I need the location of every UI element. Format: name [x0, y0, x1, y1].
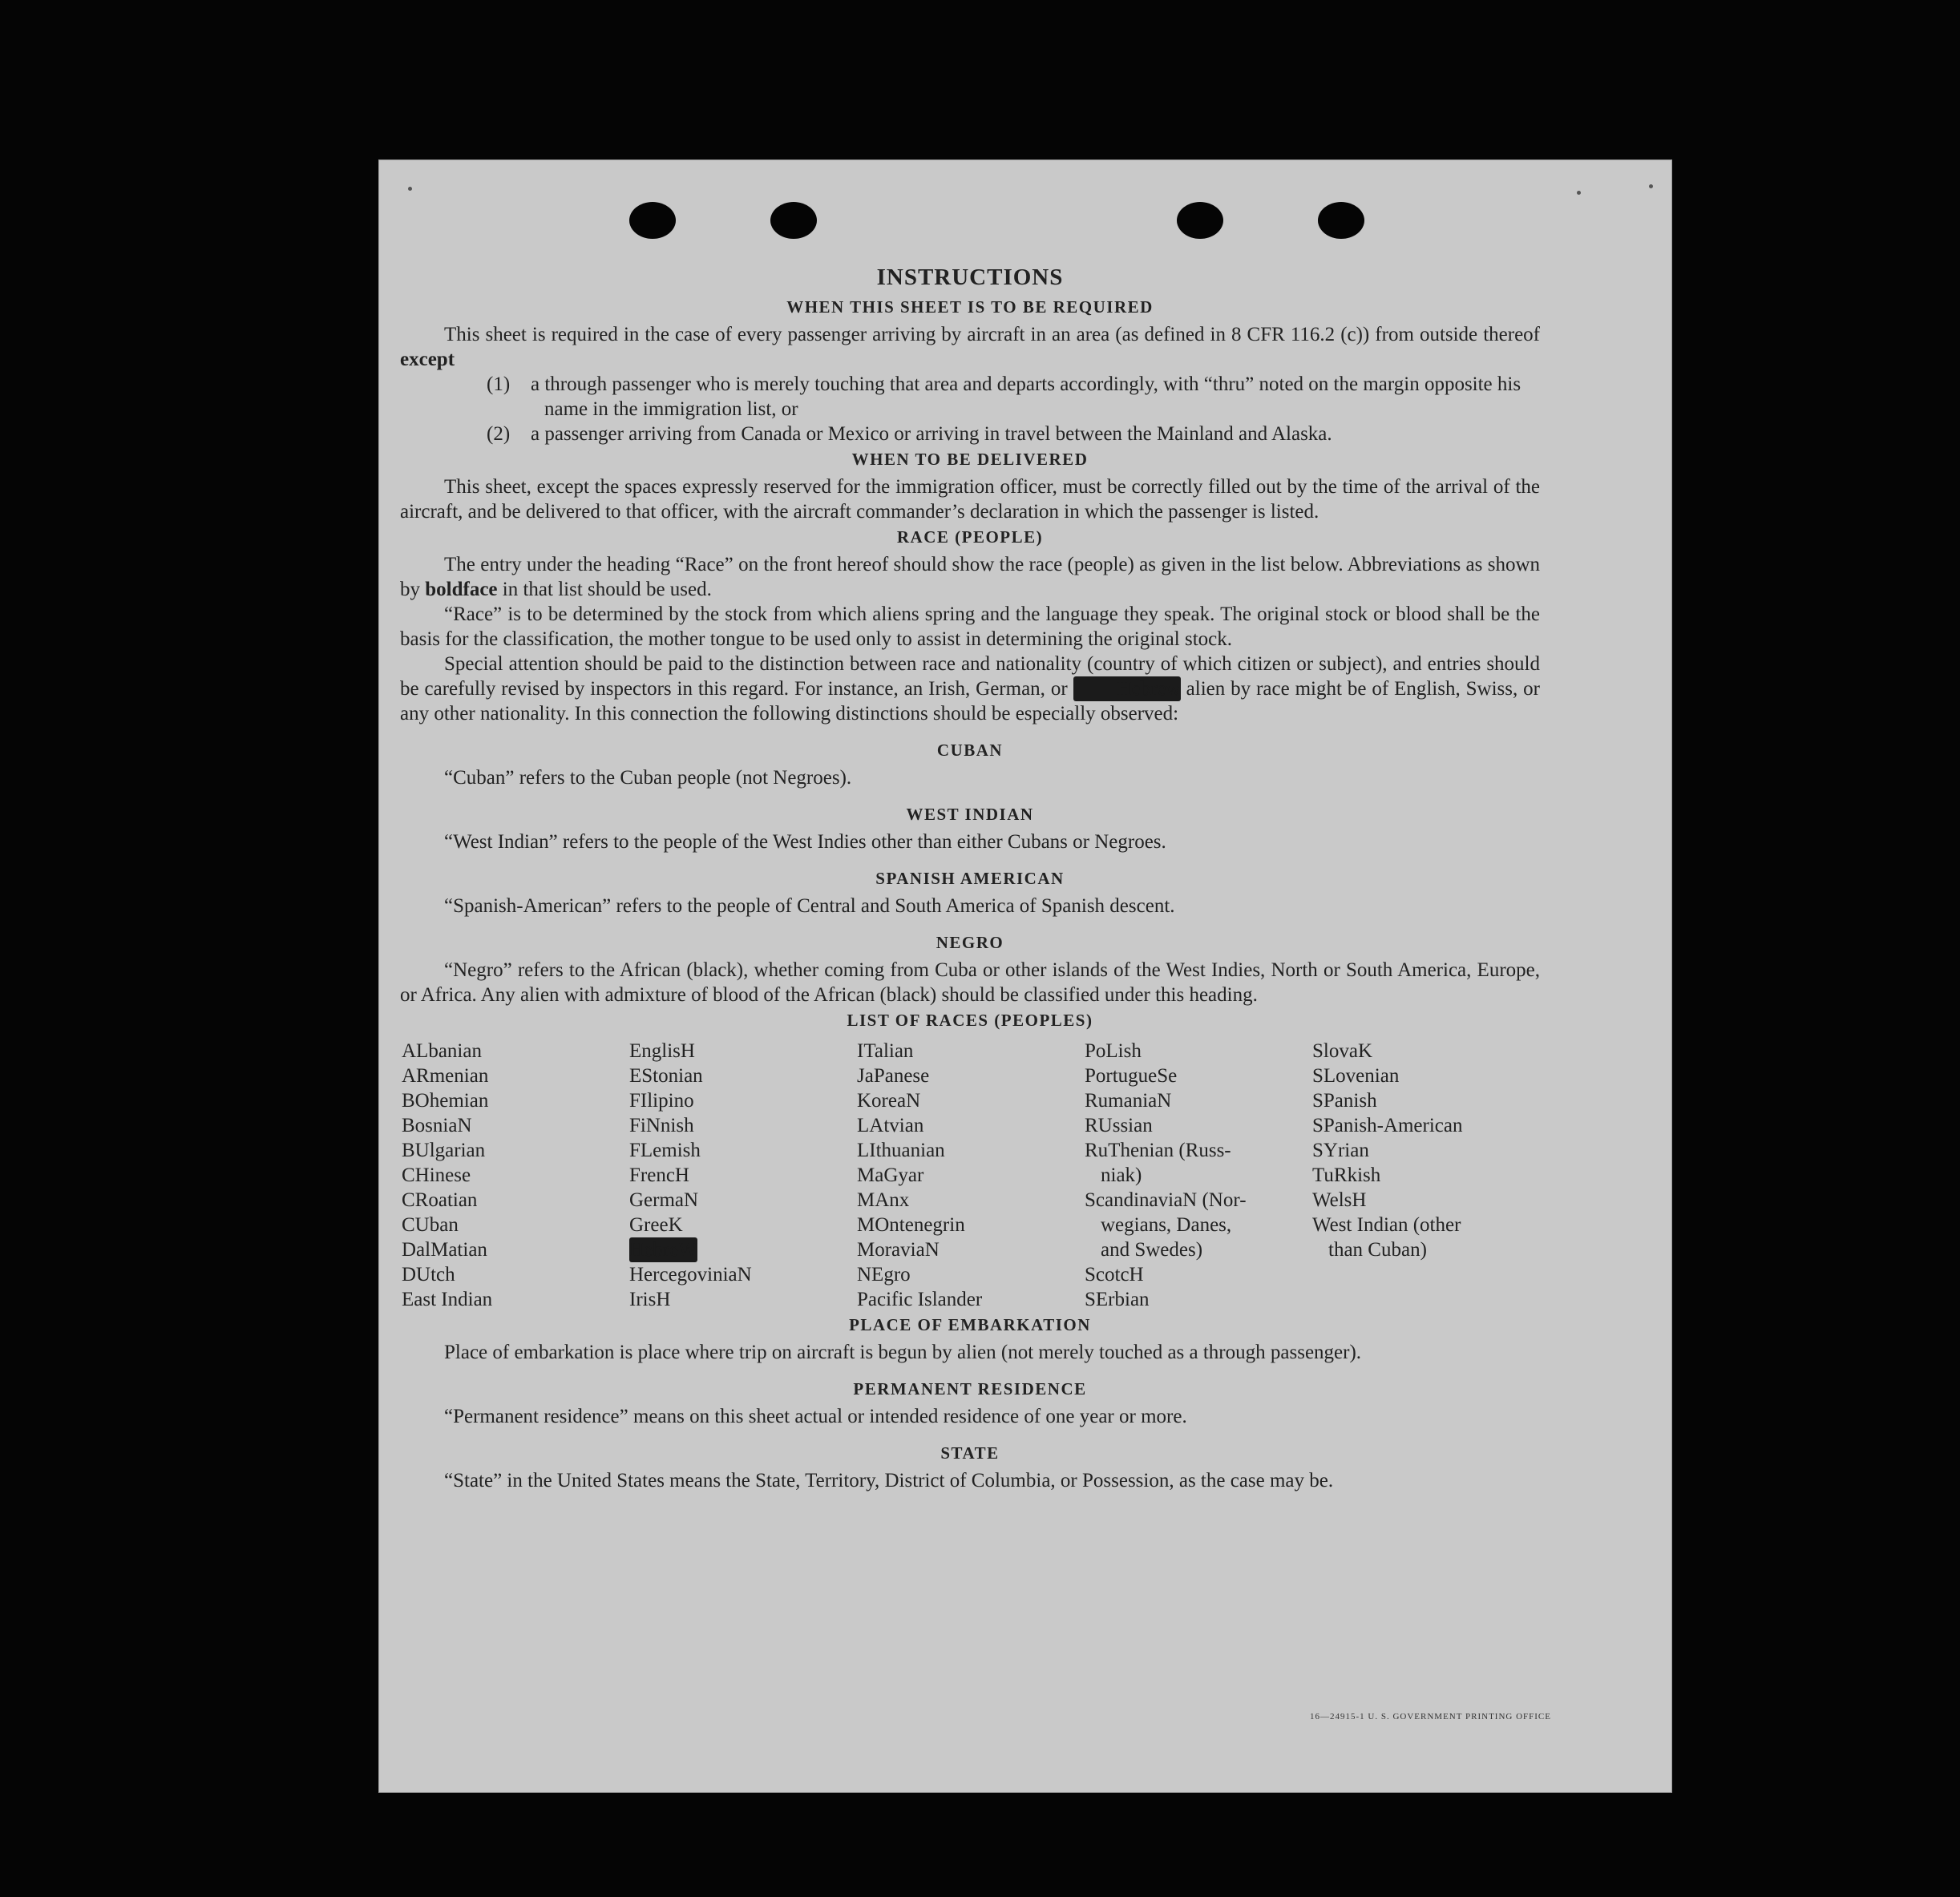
- race-entry: EnglisH: [629, 1040, 695, 1062]
- race-entry: SlovaK: [1312, 1040, 1372, 1062]
- race-paragraph: The entry under the heading “Race” on the front hereof should show the race (people) as given in the list below. Abbreviations as shown by boldface in that list should be used.: [400, 554, 1540, 600]
- punch-hole: [1177, 202, 1223, 239]
- race-entry: East Indian: [402, 1289, 493, 1310]
- heading-west-indian: WEST INDIAN: [906, 805, 1034, 824]
- document-page: [379, 160, 1671, 1792]
- race-entry: than Cuban): [1328, 1239, 1427, 1261]
- race-entry: PortugueSe: [1085, 1065, 1178, 1087]
- race-entry: JaPanese: [857, 1065, 930, 1087]
- races-column: [1312, 1039, 1540, 1312]
- heading-residence: PERMANENT RESIDENCE: [853, 1379, 1087, 1399]
- heading-races-list: LIST OF RACES (PEOPLES): [847, 1011, 1093, 1030]
- race-entry: GermaN: [629, 1189, 699, 1211]
- race-entry: and Swedes): [1101, 1239, 1203, 1261]
- race-entry: wegians, Danes,: [1101, 1214, 1232, 1236]
- races-column: [857, 1039, 1085, 1312]
- race-entry: HercegoviniaN: [629, 1264, 752, 1286]
- race-entry: [629, 1237, 857, 1262]
- race-entry: SPanish-American: [1312, 1115, 1463, 1136]
- race-entry: RUssian: [1085, 1115, 1153, 1136]
- cuban-text: “Cuban” refers to the Cuban people (not Negroes).: [444, 767, 852, 789]
- race-entry: BOhemian: [402, 1090, 489, 1112]
- races-column: [402, 1039, 629, 1312]
- spanish-american-text: “Spanish-American” refers to the people of Central and South America of Spanish descent.: [444, 895, 1175, 917]
- race-entry: FrencH: [629, 1164, 689, 1186]
- race-entry: SLovenian: [1312, 1065, 1400, 1087]
- race-entry: LAtvian: [857, 1115, 924, 1136]
- residence-text: “Permanent residence” means on this sheet actual or intended residence of one year or more.: [444, 1406, 1187, 1427]
- race-entry: SErbian: [1085, 1289, 1150, 1310]
- race-entry: GreeK: [629, 1214, 683, 1236]
- race-entry: FIlipino: [629, 1090, 694, 1112]
- race-entry: West Indian (other: [1312, 1214, 1461, 1236]
- instructions-text: [400, 264, 1540, 1493]
- punch-hole: [770, 202, 817, 239]
- race-entry: WelsH: [1312, 1189, 1367, 1211]
- race-entry: DalMatian: [402, 1239, 487, 1261]
- page-title: INSTRUCTIONS: [876, 264, 1064, 290]
- race-entry: niak): [1101, 1164, 1142, 1186]
- race-entry: MOntenegrin: [857, 1214, 965, 1236]
- race-entry: FiNnish: [629, 1115, 694, 1136]
- race-entry: ALbanian: [402, 1040, 482, 1062]
- printer-imprint: 16—24915-1 U. S. GOVERNMENT PRINTING OFFICE: [1309, 1712, 1551, 1721]
- race-paragraph: “Race” is to be determined by the stock from which aliens spring and the language they speak. The original stock or blood shall be the basis for the classification, the mother tongue to be used only to assist in determining the original stock.: [400, 603, 1540, 650]
- heading-state: STATE: [940, 1443, 1000, 1463]
- when-required-intro: This sheet is required in the case of every passenger arriving by aircraft in an area (as defined in 8 CFR 116.2 (c)) from outside thereof except: [400, 324, 1540, 370]
- race-entry: ScandinaviaN (Nor-: [1085, 1189, 1247, 1211]
- heading-spanish-american: SPANISH AMERICAN: [875, 869, 1065, 888]
- race-entry: IrisH: [629, 1289, 671, 1310]
- race-entry: EStonian: [629, 1065, 703, 1087]
- when-delivered-text: This sheet, except the spaces expressly reserved for the immigration officer, must be correctly filled out by the time of the arrival of the aircraft, and be delivered to that officer, with the aircraft commander’s declaration in which the passenger is listed.: [400, 476, 1540, 523]
- heading-cuban: CUBAN: [936, 741, 1004, 760]
- race-entry: NEgro: [857, 1264, 911, 1286]
- race-entry: RuThenian (Russ-: [1085, 1140, 1231, 1161]
- race-entry: TuRkish: [1312, 1164, 1381, 1186]
- race-entry: SYrian: [1312, 1140, 1369, 1161]
- race-entry: ARmenian: [402, 1065, 489, 1087]
- paper-speck: [1649, 184, 1653, 188]
- embarkation-text: Place of embarkation is place where trip on aircraft is begun by alien (not merely touched as a through passenger).: [444, 1342, 1362, 1363]
- punch-hole: [1318, 202, 1364, 239]
- races-column: [1085, 1039, 1312, 1312]
- race-entry: KoreaN: [857, 1090, 921, 1112]
- heading-race: RACE (PEOPLE): [896, 527, 1044, 547]
- race-entry: MoraviaN: [857, 1239, 940, 1261]
- exception-item: (2) a passenger arriving from Canada or Mexico or arriving in travel between the Mainland and Alaska.: [487, 423, 1332, 445]
- negro-text: “Negro” refers to the African (black), whether coming from Cuba or other islands of the West Indies, North or South America, Europe, or Africa. Any alien with admixture of blood of the African (black) should be classified under this heading.: [400, 959, 1540, 1006]
- race-entry: LIthuanian: [857, 1140, 945, 1161]
- state-text: “State” in the United States means the State, Territory, District of Columbia, or Possession, as the case may be.: [444, 1470, 1334, 1491]
- race-entry: SPanish: [1312, 1090, 1377, 1112]
- redacted-race-entry: HebreW: [629, 1239, 697, 1261]
- punch-hole: [629, 202, 676, 239]
- race-entry: CUban: [402, 1214, 459, 1236]
- race-entry: BUlgarian: [402, 1140, 486, 1161]
- race-paragraph: Special attention should be paid to the distinction between race and nationality (country of which citizen or subject), and entries should be carefully revised by inspectors in this regard. For instance, an Irish, German, or Hebrew alien by race might be of English, Swiss, or any other nationality. In this connection the following distinctions should be especially observed:: [400, 653, 1540, 724]
- race-entry: DUtch: [402, 1264, 455, 1286]
- heading-when-required: WHEN THIS SHEET IS TO BE REQUIRED: [786, 297, 1154, 317]
- redacted-word: Hebrew: [1073, 676, 1181, 701]
- races-list: [402, 1039, 1540, 1312]
- west-indian-text: “West Indian” refers to the people of the West Indies other than either Cubans or Negroes.: [444, 831, 1166, 853]
- heading-when-delivered: WHEN TO BE DELIVERED: [851, 450, 1089, 469]
- races-column: [629, 1039, 857, 1312]
- paper-speck: [1577, 191, 1581, 195]
- heading-negro: NEGRO: [936, 933, 1004, 952]
- race-entry: FLemish: [629, 1140, 701, 1161]
- heading-embarkation: PLACE OF EMBARKATION: [849, 1315, 1091, 1334]
- race-entry: CRoatian: [402, 1189, 478, 1211]
- paper-speck: [408, 187, 412, 191]
- exception-item: (1) a through passenger who is merely touching that area and departs accordingly, with “thru” noted on the margin opposite his name in the immigration list, or: [487, 373, 1522, 420]
- race-entry: Pacific Islander: [857, 1289, 983, 1310]
- race-entry: BosniaN: [402, 1115, 472, 1136]
- race-entry: PoLish: [1085, 1040, 1142, 1062]
- race-entry: CHinese: [402, 1164, 471, 1186]
- race-entry: RumaniaN: [1085, 1090, 1172, 1112]
- race-entry: MAnx: [857, 1189, 910, 1211]
- race-entry: MaGyar: [857, 1164, 924, 1186]
- race-entry: ITalian: [857, 1040, 914, 1062]
- race-entry: ScotcH: [1085, 1264, 1144, 1286]
